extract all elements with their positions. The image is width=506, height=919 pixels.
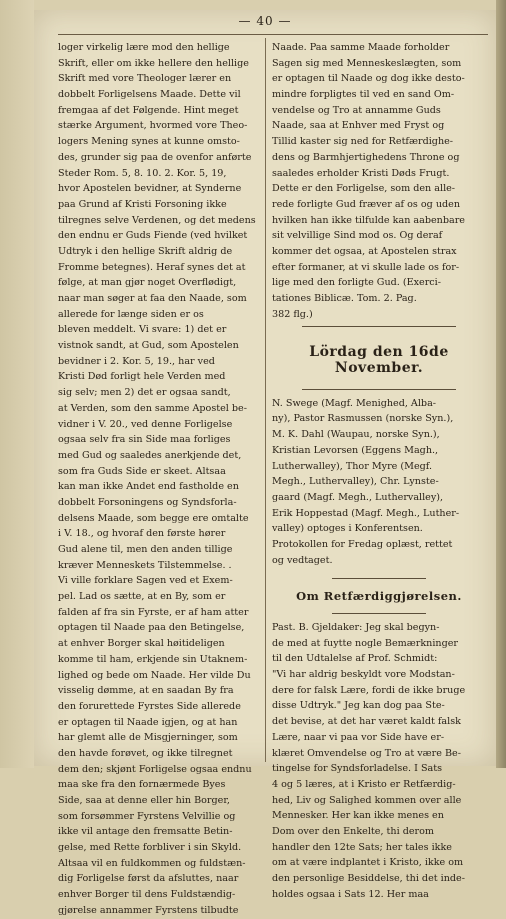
text-line: loger virkelig lære mod den hellige [58,42,230,53]
text-line: dig Forligelse først da afsluttes, naar [58,873,239,885]
text-line: klæret Omvendelse og Tro at være Be- [272,747,461,759]
text-line: kræver Menneskets Tilstemmelse. . [58,559,232,571]
text-line: dobbelt Forligelsens Maade. Dette vil [58,89,241,101]
text-line: dobbelt Forsoningens og Syndsforla- [58,496,237,508]
text-line: har glemt alle de Misgjerninger, som [58,732,238,744]
text-line: optagen til Naade paa den Betingelse, [58,622,245,634]
subsection-rule-bottom [332,613,426,614]
text-line: som forsømmer Fyrstens Velvillie og [58,810,236,822]
text-line: stærke Argument, hvormed vore Theo- [58,120,248,132]
text-line: paa Grund af Kristi Forsoning ikke [58,198,227,210]
text-line: visselig dømme, at en saadan By fra [58,685,234,697]
text-line: handler den 12te Sats; her tales ikke [272,841,452,853]
text-line: Gud alene til, men den anden tillige [58,544,233,555]
text-line: tilregnes selve Verdenen, og det medens [58,214,256,226]
page-gutter [0,0,34,768]
column-divider [265,38,266,762]
text-line: Dette er den Forligelse, som den alle- [272,183,456,195]
text-line: det bevise, at det har været kaldt falsk [272,716,461,728]
text-line: Naade. Paa samme Maade forholder [272,42,450,53]
text-line: M. K. Dahl (Waupau, norske Syn.), [272,429,440,441]
page-edge [496,0,506,768]
text-line: Skrift med vore Theologer lærer en [58,73,232,85]
text-line: Mennesker. Her kan ikke menes en [272,810,444,822]
text-line: "Vi har aldrig beskyldt vore Modstan- [272,669,455,681]
text-line: kan man ikke Andet end fastholde en [58,481,239,493]
text-line: ikke vil antage den fremsatte Betin- [58,826,233,838]
text-line: Skrift, eller om ikke hellere den hellige [58,57,249,69]
text-line: Megh., Luthervalley), Chr. Lynste- [272,476,439,488]
subsection-title: Om Retfærdiggjørelsen. [296,589,462,604]
text-line: bleven meddelt. Vi svare: 1) det er [58,324,227,336]
text-line: vidner i V. 20., ved denne Forligelse [58,418,233,430]
text-line: gelse, med Rette forbliver i sin Skyld. [58,842,242,854]
text-line: N. Swege (Magf. Menighed, Alba- [272,397,437,409]
text-line: ogsaa selv fra sin Side maa forliges [58,434,231,446]
text-line: Naade, saa at Enhver med Fryst og [272,120,445,132]
text-line: valley) optoges i Konferentsen. [272,523,423,535]
text-line: som fra Guds Side er skeet. Altsaa [58,465,226,477]
text-line: til den Udtalelse af Prof. Schmidt: [272,653,438,665]
section-title: Lördag den 16de November. [309,344,449,377]
text-line: lighed og bede om Naade. Her vilde Du [58,669,251,681]
section-rule-bottom [302,389,456,390]
text-line: Tillid kaster sig ned for Retfærdighe- [272,136,454,148]
text-line: dem den; skjønt Forligelse ogsaa endnu [58,763,252,775]
text-line: hvilken han ikke tilfulde kan aabenbare [272,214,465,226]
text-line: Kristi Død forligt hele Verden med [58,371,226,383]
text-line: den personlige Besiddelse, thi det inde- [272,873,465,885]
text-line: mindre forpligtes til ved en sand Om- [272,89,455,101]
text-line: og vedtaget. [272,554,333,566]
text-line: er optagen til Naade igjen, og at han [58,716,238,728]
text-line: Past. B. Gjeldaker: Jeg skal begyn- [272,622,440,634]
right-column [272,40,486,902]
text-line: allerede for længe siden er os [58,308,204,320]
text-line: Kristian Levorsen (Eggens Magh., [272,444,439,456]
text-line: naar man søger at faa den Naade, som [58,293,247,304]
text-line: efter formaner, at vi skulle lade os for- [272,261,460,273]
text-line: maa ske fra den fornærmede Byes [58,779,226,791]
page-number: — 40 — [238,14,292,28]
text-line: Side, saa at denne eller hin Borger, [58,795,230,806]
text-line: ny), Pastor Rasmussen (norske Syn.), [272,413,454,425]
text-line: Erik Hoppestad (Magf. Megh., Luther- [272,507,460,519]
text-line: Udtryk i den hellige Skrift aldrig de [58,245,233,257]
text-line: sit velvillige Sind mod os. Og deraf [272,230,443,242]
section-rule-top [302,326,456,327]
text-line: enhver Borger til dens Fuldstændig- [58,889,236,901]
text-line: de med at fuytte nogle Bemærkninger [272,637,459,649]
book-page [34,10,496,916]
text-line: bevidner i 2. Kor. 5, 19., har ved [58,355,215,367]
text-line: sig selv; men 2) det er ogsaa sandt, [58,387,231,399]
text-line: Protokollen for Fredag oplæst, rettet [272,538,453,550]
text-line: med Gud og saaledes anerkjende det, [58,449,242,461]
text-line: hed, Liv og Salighed kommen over alle [272,794,462,806]
left-column [58,40,261,919]
text-line: dere for falsk Lære, fordi de ikke bruge [272,684,466,696]
text-line: 4 og 5 læres, at i Kristo er Retfærdig- [272,778,456,790]
discussion-paragraph [272,620,486,902]
text-line: 382 flg.) [272,308,313,320]
text-line: i V. 18., og hvoraf den første hører [58,528,226,540]
text-line: den endnu er Guds Fiende (ved hvilket [58,230,248,242]
text-line: hvor Apostelen bevidner, at Synderne [58,183,242,195]
text-line: vistnok sandt, at Gud, som Apostelen [58,340,239,352]
text-line: den forurettede Fyrstes Side allerede [58,700,241,712]
text-line: gaard (Magf. Megh., Luthervalley), [272,491,444,503]
text-line: tingelse for Syndsforladelse. I Sats [272,763,443,775]
text-line: at enhver Borger skal høitideligen [58,638,225,650]
text-line: pel. Lad os sætte, at en By, som er [58,591,226,603]
text-line: holdes ogsaa i Sats 12. Her maa [272,888,429,900]
text-line: Vi ville forklare Sagen ved et Exem- [58,575,233,587]
text-line: delsens Maade, som begge ere omtalte [58,512,249,524]
text-line: logers Mening synes at kunne omsto- [58,136,240,148]
text-line: lige med den forligte Gud. (Exerci- [272,277,441,289]
text-line: om at være indplantet i Kristo, ikke om [272,857,464,869]
text-line: falden af fra sin Fyrste, er af ham atter [58,606,249,618]
text-line: Steder Rom. 5, 8. 10. 2. Kor. 5, 19, [58,167,227,179]
text-line: Lutherwalley), Thor Myre (Megf. [272,460,433,472]
text-line: Altsaa vil en fuldkommen og fuldstæn- [58,857,246,869]
text-line: Dom over den Enkelte, thi derom [272,825,434,837]
text-line: Fromme betegnes). Heraf synes det at [58,261,246,273]
attendance-paragraph [272,396,486,569]
text-line: gjørelse annammer Fyrstens tilbudte [58,904,239,916]
text-line: komme til ham, erkjende sin Utaknem- [58,653,248,665]
text-line: tationes Biblicæ. Tom. 2. Pag. [272,293,417,304]
text-line: des, grunder sig paa de ovenfor anførte [58,151,252,163]
text-line: disse Udtryk." Jeg kan dog paa Ste- [272,700,445,712]
text-line: Lære, naar vi paa vor Side have er- [272,731,445,743]
right-column-top-text [272,40,486,322]
text-line: følge, at man gjør noget Overflødigt, [58,277,237,289]
text-line: rede forligte Gud fræver af os og uden [272,198,461,210]
header-rule [58,34,488,35]
text-line: at Verden, som den samme Apostel be- [58,402,247,414]
text-line: kommer det ogsaa, at Apostelen strax [272,245,457,257]
text-line: saaledes erholder Kristi Døds Frugt. [272,167,450,179]
subsection-rule [332,578,426,579]
text-line: den havde forøvet, og ikke tilregnet [58,747,233,759]
text-line: dens og Barmhjertighedens Throne og [272,151,460,163]
text-line: vendelse og Tro at annamme Guds [272,104,441,116]
text-line: Sagen sig med Menneskeslægten, som [272,57,462,69]
text-line: fremgaa af det Følgende. Hint meget [58,104,239,116]
text-line: er optagen til Naade og dog ikke desto- [272,73,465,85]
